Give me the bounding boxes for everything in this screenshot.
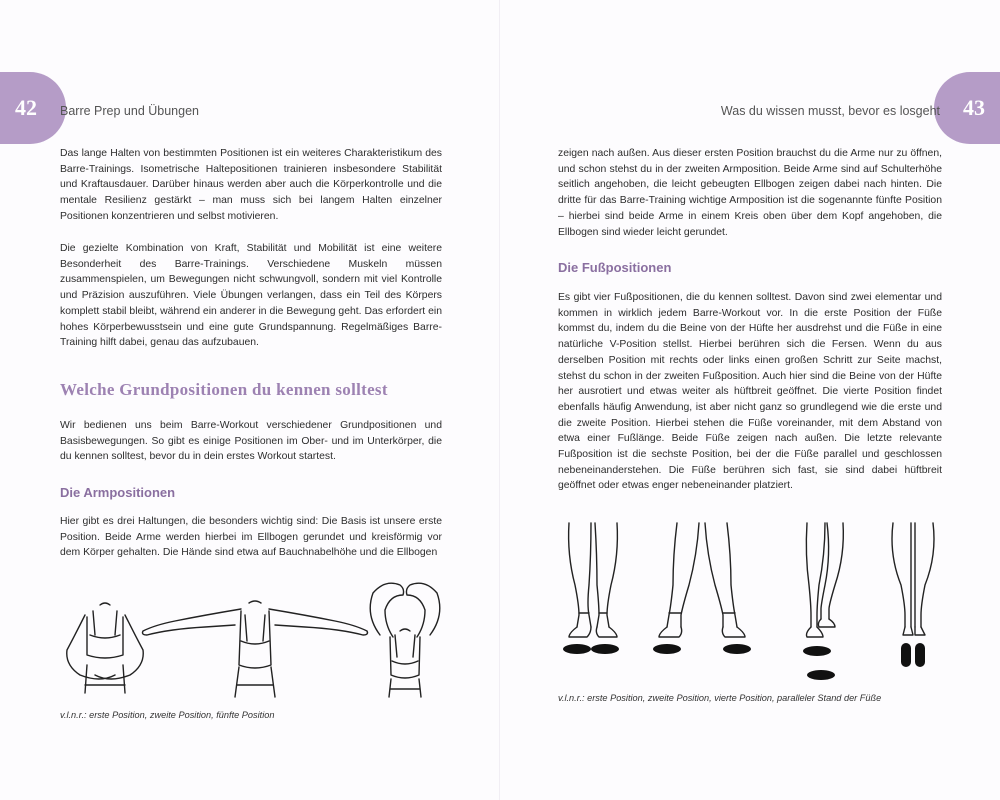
arm-positions-illustration: [55, 575, 445, 705]
legs-parallel: [892, 523, 934, 667]
page-number: 43: [963, 95, 985, 120]
subheading-arm-positions: Die Armpositionen: [60, 485, 176, 500]
torso-first-position: [67, 603, 143, 693]
page-number-tab: [934, 72, 1000, 144]
torso-second-position: [143, 601, 368, 697]
body-paragraph: Die gezielte Kombination von Kraft, Stabilität und Mobilität ist eine weitere Besonderheit des Barre-Trainings. Verschiedene Muskeln müssen zusammenspielen, um Bewegungen nicht schwungvoll, sondern mit viel Kontrolle und Präzision auszuführen. Viele Übungen verlangen, dass ein Teil des Körpers komplett stabil bleibt, während ein anderer in die Bewegung geht. Das erfordert ein hohes Körperbewusstsein und eine gute Grundspannung. Regelmäßiges Barre-Training hilft dabei, genau das aufzubauen.: [60, 243, 442, 349]
torso-fifth-position: [370, 583, 440, 697]
body-paragraph: Hier gibt es drei Haltungen, die besonders wichtig sind: Die Basis ist unsere erste Position. Beide Arme werden hierbei im Ellbogen gerundet und kreisförmig vor dem Körper gehalten. Die Hände sind etwa auf Bauchnabelhöhe und die Ellbogen: [60, 516, 442, 559]
subheading-foot-positions: Die Fußpositionen: [558, 260, 672, 275]
legs-first-position: [563, 523, 619, 654]
page-number: 42: [15, 95, 37, 120]
legs-fourth-position: [803, 523, 843, 680]
body-paragraph: Das lange Halten von bestimmten Positionen ist ein weiteres Charakteristikum des Barre-Trainings. Isometrische Haltepositionen trainieren insbesondere Stabilität und Kraftausdauer. Darüber hinaus werden aber auch die Körperkontrolle und die mentale Resilienz gestärkt – man muss sich bei langem Halten einzelner Positionen konzentrieren und selbst motivieren.: [60, 148, 442, 222]
section-heading: Welche Grundpositionen du kennen solltest: [60, 380, 388, 399]
body-paragraph: zeigen nach außen. Aus dieser ersten Position brauchst du die Arme nur zu öffnen, und schon stehst du in der zweiten Armposition. Beide Arme sind auf Schulterhöhe seitlich angehoben, die leicht gebeugten Ellbogen zeigen dabei nach hinten. Die dritte für das Barre-Training wichtige Armposition ist die sogenannte fünfte Position – hierbei sind beide Arme in einem Kreis oben über dem Kopf angehoben, die Ellbogen sind wieder leicht gerundet.: [558, 148, 942, 238]
foot-positions-illustration: [555, 515, 945, 685]
legs-second-position: [653, 523, 751, 654]
body-paragraph: Wir bedienen uns beim Barre-Workout verschiedener Grundpositionen und Basisbewegungen. So gibt es einige Positionen im Ober- und im Unterkörper, die du kennen solltest, bevor du in dein erstes Workout startest.: [60, 420, 442, 463]
figure-caption: v.l.n.r.: erste Position, zweite Position, vierte Position, paralleler Stand der Füße: [558, 693, 882, 703]
running-head: Was du wissen musst, bevor es losgeht: [720, 104, 940, 118]
right-page: [500, 0, 1000, 800]
page-number-tab: [0, 72, 66, 144]
body-paragraph: Es gibt vier Fußpositionen, die du kennen solltest. Davon sind zwei elementar und kommen in wirklich jedem Barre-Workout vor. In die erste Position der Füße kommst du, indem du die Beine von der Hüfte her ausdrehst und die Füße in eine natürliche V-Position stellst. Hierbei berühren sich die Fersen. Wenn du aus derselben Position mit rechts oder links einen großen Schritt zur Seite machst, stehst du schon in der zweiten Fußposition. Auch hier sind die Beine von der Hüfte her ausrotiert und etwas weiter als hüftbreit geöffnet. Die vierte Position findet ebenfalls häufig Anwendung, ist aber nicht ganz so grundlegend wie die erste und die zweite Position. Hierbei stehen die Füße voreinander, mit dem Abstand von etwa einer Fußlänge. Beide Füße zeigen nach außen. Die letzte relevante Fußposition ist die sechste Position, bei der die Füße parallel und geschlossen nebeneinanderstehen. Die Füße berühren sich fast, sie sind dabei hüftbreit geöffnet oder etwas enger nebeneinander platziert.: [558, 292, 942, 492]
figure-caption: v.l.n.r.: erste Position, zweite Position, fünfte Position: [60, 710, 275, 720]
running-head: Barre Prep und Übungen: [60, 104, 199, 118]
